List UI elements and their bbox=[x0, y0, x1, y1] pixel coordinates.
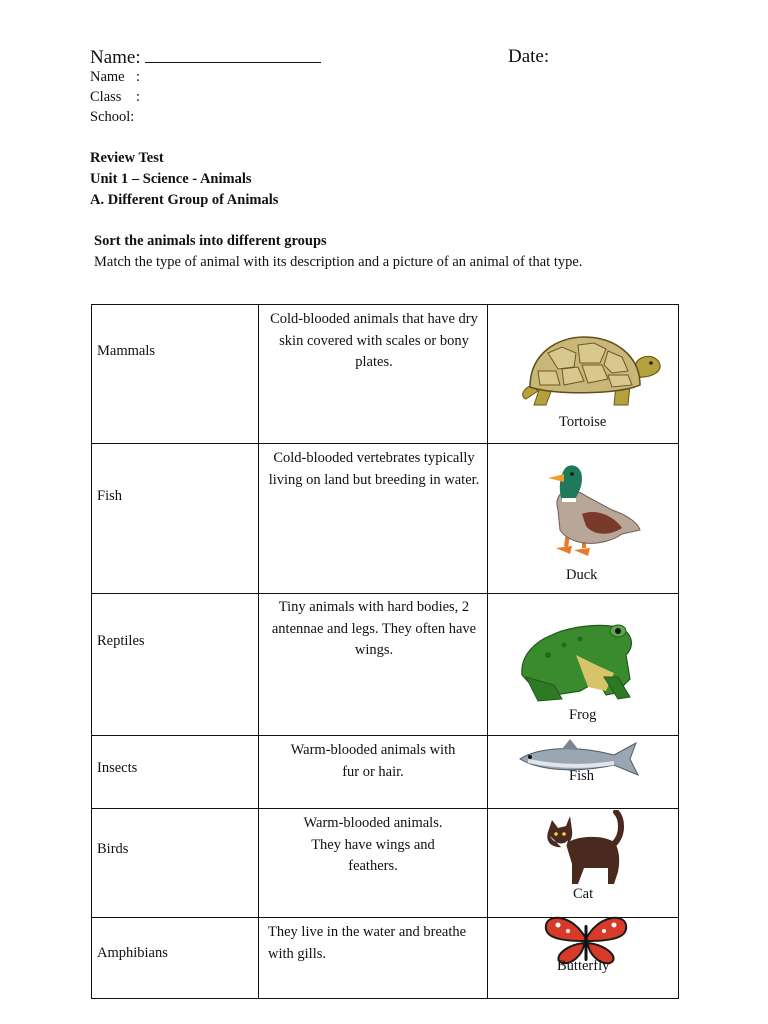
name-label: Name: bbox=[90, 47, 141, 68]
animal-type-amphibians: Amphibians bbox=[97, 945, 168, 961]
instructions-heading: Sort the animals into different groups bbox=[94, 233, 327, 249]
tortoise-icon bbox=[518, 333, 662, 409]
info-field-class bbox=[90, 89, 140, 106]
description-2: Cold-blooded vertebrates typically living on land but breeding in water. bbox=[268, 450, 480, 488]
row-divider bbox=[92, 735, 678, 736]
name-blank[interactable] bbox=[145, 46, 321, 63]
picture-label-cat: Cat bbox=[573, 886, 594, 902]
info-field-school bbox=[90, 109, 134, 126]
instructions-text: Match the type of animal with its description and a picture of an animal of that type. bbox=[94, 254, 583, 270]
matching-table bbox=[91, 304, 679, 999]
info-sep-class: : bbox=[136, 89, 141, 105]
picture-label-fish: Fish bbox=[569, 768, 594, 784]
animal-type-reptiles: Reptiles bbox=[97, 633, 145, 649]
picture-label-tortoise: Tortoise bbox=[559, 414, 607, 430]
animal-type-insects: Insects bbox=[97, 760, 138, 776]
row-divider bbox=[92, 593, 678, 594]
description-5: Warm-blooded animals. They have wings and feathers. bbox=[303, 815, 443, 874]
section-title: A. Different Group of Animals bbox=[90, 192, 279, 208]
description-4: Warm-blooded animals with fur or hair. bbox=[290, 742, 456, 780]
info-label-name: Name bbox=[90, 69, 125, 85]
picture-label-frog: Frog bbox=[569, 707, 597, 723]
date-label: Date: bbox=[508, 46, 550, 67]
description-6: They live in the water and breathe with gills. bbox=[268, 924, 467, 962]
column-divider bbox=[258, 305, 259, 998]
info-field-name bbox=[90, 69, 140, 86]
description-1: Cold-blooded animals that have dry skin covered with scales or bony plates. bbox=[270, 311, 478, 370]
frog-icon bbox=[518, 615, 638, 705]
description-3: Tiny animals with hard bodies, 2 antennae and legs. They often have wings. bbox=[271, 599, 477, 658]
duck-icon bbox=[542, 460, 642, 566]
cat-icon bbox=[544, 810, 630, 886]
animal-type-mammals: Mammals bbox=[97, 343, 155, 359]
info-sep-name: : bbox=[136, 69, 141, 85]
review-title: Review Test bbox=[90, 150, 164, 166]
info-label-school: School: bbox=[90, 109, 135, 125]
info-label-class: Class bbox=[90, 89, 122, 105]
row-divider bbox=[92, 443, 678, 444]
name-line bbox=[90, 46, 321, 69]
picture-label-butterfly: Butterfly bbox=[557, 958, 610, 974]
row-divider bbox=[92, 808, 678, 809]
animal-type-fish: Fish bbox=[97, 488, 122, 504]
animal-type-birds: Birds bbox=[97, 841, 129, 857]
unit-title: Unit 1 – Science - Animals bbox=[90, 171, 252, 187]
picture-label-duck: Duck bbox=[566, 567, 598, 583]
